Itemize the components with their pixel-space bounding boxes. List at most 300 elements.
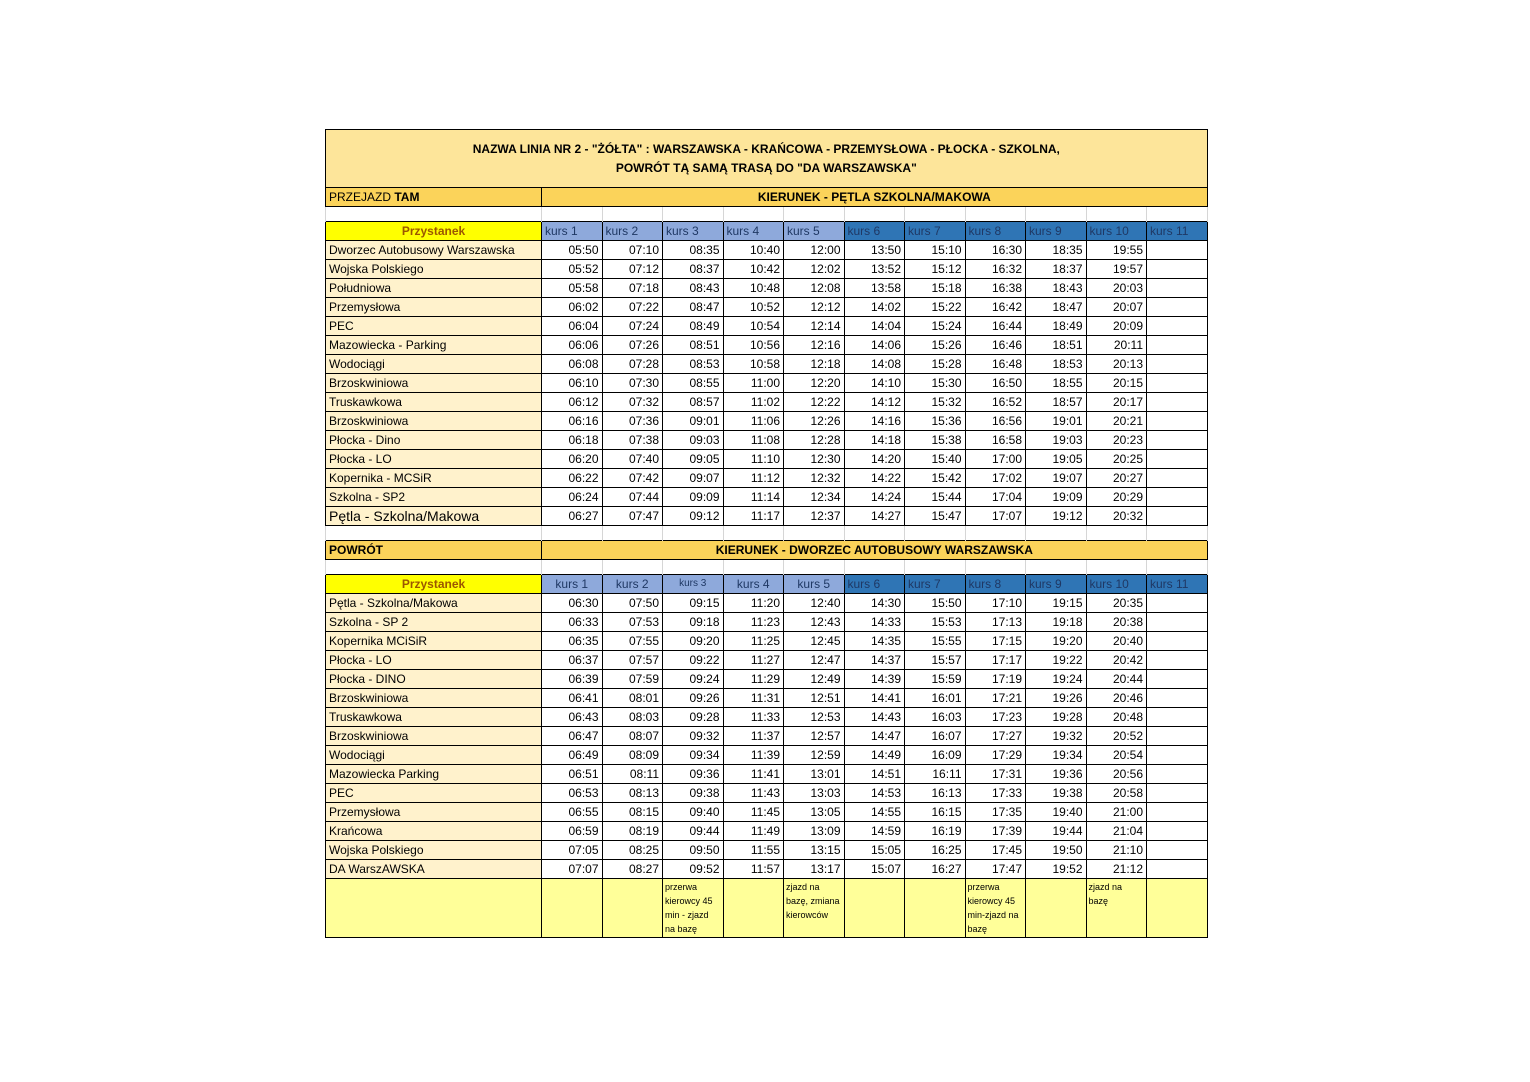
departure-time: 15:36 [905, 412, 966, 431]
outbound-section-label: PRZEJAZD TAM [326, 188, 542, 207]
departure-time: 15:22 [905, 298, 966, 317]
departure-time: 09:05 [663, 450, 724, 469]
trip-note [542, 879, 603, 938]
departure-time: 09:24 [663, 670, 724, 689]
departure-time: 09:44 [663, 822, 724, 841]
departure-time: 20:38 [1086, 613, 1147, 632]
timetable-sheet [325, 129, 1206, 938]
departure-time: 10:48 [723, 279, 784, 298]
departure-time: 11:02 [723, 393, 784, 412]
departure-time [1147, 822, 1208, 841]
stop-name: Szkolna - SP2 [326, 488, 542, 507]
departure-time: 18:55 [1026, 374, 1087, 393]
departure-time: 21:00 [1086, 803, 1147, 822]
departure-time: 17:47 [965, 860, 1026, 879]
departure-time: 19:18 [1026, 613, 1087, 632]
departure-time: 17:07 [965, 507, 1026, 526]
table-row [326, 651, 1208, 670]
departure-time: 09:40 [663, 803, 724, 822]
departure-time [1147, 841, 1208, 860]
departure-time: 11:12 [723, 469, 784, 488]
departure-time: 17:13 [965, 613, 1026, 632]
departure-time: 14:22 [844, 469, 905, 488]
stop-name: Płocka - LO [326, 651, 542, 670]
departure-time: 08:15 [602, 803, 663, 822]
kurs-header-6: kurs 6 [844, 222, 905, 241]
departure-time: 14:06 [844, 336, 905, 355]
departure-time: 12:28 [784, 431, 845, 450]
departure-time: 20:17 [1086, 393, 1147, 412]
departure-time: 20:29 [1086, 488, 1147, 507]
departure-time: 12:26 [784, 412, 845, 431]
departure-time: 17:04 [965, 488, 1026, 507]
departure-time: 11:20 [723, 594, 784, 613]
table-row [326, 765, 1208, 784]
departure-time: 14:51 [844, 765, 905, 784]
departure-time: 06:47 [542, 727, 603, 746]
trip-note [723, 879, 784, 938]
departure-time: 18:51 [1026, 336, 1087, 355]
departure-time: 14:33 [844, 613, 905, 632]
departure-time: 09:50 [663, 841, 724, 860]
departure-time: 08:09 [602, 746, 663, 765]
kurs-header-2: kurs 2 [602, 222, 663, 241]
departure-time [1147, 670, 1208, 689]
stop-name: Wojska Polskiego [326, 841, 542, 860]
departure-time: 17:39 [965, 822, 1026, 841]
departure-time: 15:40 [905, 450, 966, 469]
departure-time: 16:13 [905, 784, 966, 803]
departure-time: 11:49 [723, 822, 784, 841]
stop-name: Kopernika - MCSiR [326, 469, 542, 488]
departure-time: 15:42 [905, 469, 966, 488]
departure-time: 20:25 [1086, 450, 1147, 469]
departure-time: 17:29 [965, 746, 1026, 765]
departure-time: 09:03 [663, 431, 724, 450]
stop-name: Wojska Polskiego [326, 260, 542, 279]
title-line-2: POWRÓT TĄ SAMĄ TRASĄ DO "DA WARSZAWSKA" [615, 160, 917, 175]
departure-time: 08:01 [602, 689, 663, 708]
table-row [326, 689, 1208, 708]
departure-time: 07:55 [602, 632, 663, 651]
departure-time: 15:30 [905, 374, 966, 393]
departure-time: 16:09 [905, 746, 966, 765]
departure-time: 15:59 [905, 670, 966, 689]
departure-time [1147, 298, 1208, 317]
stop-name: Płocka - DINO [326, 670, 542, 689]
departure-time: 05:58 [542, 279, 603, 298]
stop-name: Brzoskwiniowa [326, 374, 542, 393]
table-row [326, 241, 1208, 260]
departure-time: 15:50 [905, 594, 966, 613]
departure-time [1147, 431, 1208, 450]
departure-time: 15:10 [905, 241, 966, 260]
departure-time: 18:47 [1026, 298, 1087, 317]
departure-time: 08:49 [663, 317, 724, 336]
trip-note: zjazd na bazę, zmiana kierowców [784, 879, 845, 938]
departure-time: 06:39 [542, 670, 603, 689]
departure-time: 14:47 [844, 727, 905, 746]
departure-time: 08:11 [602, 765, 663, 784]
departure-time: 11:14 [723, 488, 784, 507]
stop-name: Brzoskwiniowa [326, 412, 542, 431]
departure-time: 16:25 [905, 841, 966, 860]
departure-time: 15:28 [905, 355, 966, 374]
departure-time: 14:35 [844, 632, 905, 651]
stop-name: Mazowiecka - Parking [326, 336, 542, 355]
title-line-1: NAZWA LINIA NR 2 - "ŻÓŁTA" : WARSZAWSKA - KRAŃCOWA - PRZEMYSŁOWA - PŁOCKA - SZKOLNA, [472, 141, 1060, 156]
departure-time [1147, 594, 1208, 613]
departure-time: 09:18 [663, 613, 724, 632]
departure-time: 15:55 [905, 632, 966, 651]
departure-time [1147, 746, 1208, 765]
kurs-header-3: kurs 3 [663, 575, 724, 594]
departure-time: 20:32 [1086, 507, 1147, 526]
departure-time: 18:37 [1026, 260, 1087, 279]
departure-time: 11:43 [723, 784, 784, 803]
stop-name: Dworzec Autobusowy Warszawska [326, 241, 542, 260]
departure-time: 18:43 [1026, 279, 1087, 298]
departure-time: 07:38 [602, 431, 663, 450]
departure-time: 06:51 [542, 765, 603, 784]
departure-time: 16:03 [905, 708, 966, 727]
departure-time: 12:14 [784, 317, 845, 336]
departure-time: 06:20 [542, 450, 603, 469]
departure-time: 11:27 [723, 651, 784, 670]
kurs-header-4: kurs 4 [723, 222, 784, 241]
departure-time: 16:56 [965, 412, 1026, 431]
departure-time: 12:40 [784, 594, 845, 613]
departure-time: 08:37 [663, 260, 724, 279]
table-row [326, 670, 1208, 689]
table-row [326, 298, 1208, 317]
departure-time: 11:39 [723, 746, 784, 765]
kurs-header-2: kurs 2 [602, 575, 663, 594]
departure-time: 09:22 [663, 651, 724, 670]
kurs-header-1: kurs 1 [542, 575, 603, 594]
departure-time: 12:32 [784, 469, 845, 488]
kurs-header-8: kurs 8 [965, 222, 1026, 241]
departure-time [1147, 708, 1208, 727]
kurs-header-5: kurs 5 [784, 222, 845, 241]
departure-time [1147, 450, 1208, 469]
departure-time: 17:21 [965, 689, 1026, 708]
inbound-body [326, 575, 1208, 938]
departure-time: 16:44 [965, 317, 1026, 336]
departure-time: 06:43 [542, 708, 603, 727]
kurs-header-11: kurs 11 [1147, 222, 1208, 241]
kurs-header-9: kurs 9 [1026, 222, 1087, 241]
stop-name: Kopernika MCiSiR [326, 632, 542, 651]
departure-time: 11:08 [723, 431, 784, 450]
departure-time: 20:23 [1086, 431, 1147, 450]
departure-time: 06:49 [542, 746, 603, 765]
table-row [326, 822, 1208, 841]
page-title [326, 130, 1208, 188]
departure-time: 07:50 [602, 594, 663, 613]
departure-time: 10:54 [723, 317, 784, 336]
departure-time: 09:20 [663, 632, 724, 651]
departure-time: 17:19 [965, 670, 1026, 689]
departure-time: 19:40 [1026, 803, 1087, 822]
departure-time: 20:56 [1086, 765, 1147, 784]
departure-time: 09:34 [663, 746, 724, 765]
table-row [326, 431, 1208, 450]
departure-time: 11:06 [723, 412, 784, 431]
departure-time: 20:11 [1086, 336, 1147, 355]
departure-time: 14:18 [844, 431, 905, 450]
stop-name: DA WarszAWSKA [326, 860, 542, 879]
departure-time: 07:10 [602, 241, 663, 260]
table-row [326, 260, 1208, 279]
departure-time: 20:54 [1086, 746, 1147, 765]
departure-time: 06:22 [542, 469, 603, 488]
table-row [326, 632, 1208, 651]
kurs-header-10: kurs 10 [1086, 575, 1147, 594]
departure-time: 12:47 [784, 651, 845, 670]
departure-time: 12:37 [784, 507, 845, 526]
departure-time: 13:17 [784, 860, 845, 879]
departure-time [1147, 241, 1208, 260]
departure-time: 06:41 [542, 689, 603, 708]
departure-time [1147, 260, 1208, 279]
stop-name: Południowa [326, 279, 542, 298]
departure-time [1147, 469, 1208, 488]
stop-name: Brzoskwiniowa [326, 689, 542, 708]
trip-note [1147, 879, 1208, 938]
departure-time: 06:24 [542, 488, 603, 507]
departure-time: 09:38 [663, 784, 724, 803]
departure-time: 14:08 [844, 355, 905, 374]
departure-time: 06:37 [542, 651, 603, 670]
departure-time: 12:20 [784, 374, 845, 393]
departure-time: 09:12 [663, 507, 724, 526]
departure-time [1147, 507, 1208, 526]
departure-time: 07:53 [602, 613, 663, 632]
departure-time: 14:53 [844, 784, 905, 803]
departure-time: 15:18 [905, 279, 966, 298]
table-row [326, 355, 1208, 374]
departure-time: 11:33 [723, 708, 784, 727]
spacer-row [326, 526, 1208, 541]
departure-time: 07:26 [602, 336, 663, 355]
table-row [326, 374, 1208, 393]
departure-time: 16:15 [905, 803, 966, 822]
departure-time: 20:21 [1086, 412, 1147, 431]
departure-time: 19:05 [1026, 450, 1087, 469]
stop-name: Mazowiecka Parking [326, 765, 542, 784]
departure-time: 09:32 [663, 727, 724, 746]
departure-time: 14:02 [844, 298, 905, 317]
departure-time: 09:09 [663, 488, 724, 507]
trip-note: zjazd na bazę [1086, 879, 1147, 938]
notes-row [326, 879, 1208, 938]
table-row [326, 727, 1208, 746]
stop-name: Pętla - Szkolna/Makowa [326, 594, 542, 613]
departure-time: 08:43 [663, 279, 724, 298]
departure-time: 13:09 [784, 822, 845, 841]
departure-time: 16:01 [905, 689, 966, 708]
departure-time: 19:22 [1026, 651, 1087, 670]
departure-time: 19:12 [1026, 507, 1087, 526]
table-row [326, 594, 1208, 613]
departure-time: 17:10 [965, 594, 1026, 613]
departure-time: 09:01 [663, 412, 724, 431]
departure-time: 18:57 [1026, 393, 1087, 412]
outbound-body [326, 222, 1208, 526]
departure-time: 17:27 [965, 727, 1026, 746]
inbound-direction: KIERUNEK - DWORZEC AUTOBUSOWY WARSZAWSKA [542, 541, 1208, 560]
departure-time: 12:59 [784, 746, 845, 765]
departure-time [1147, 632, 1208, 651]
departure-time: 08:57 [663, 393, 724, 412]
departure-time: 20:35 [1086, 594, 1147, 613]
departure-time: 13:58 [844, 279, 905, 298]
departure-time: 14:55 [844, 803, 905, 822]
departure-time: 08:35 [663, 241, 724, 260]
stop-name: Krańcowa [326, 822, 542, 841]
departure-time: 15:38 [905, 431, 966, 450]
departure-time: 13:50 [844, 241, 905, 260]
departure-time: 08:03 [602, 708, 663, 727]
departure-time: 19:55 [1086, 241, 1147, 260]
departure-time: 14:27 [844, 507, 905, 526]
departure-time: 11:31 [723, 689, 784, 708]
stop-name: Wodociągi [326, 746, 542, 765]
departure-time: 06:04 [542, 317, 603, 336]
departure-time: 14:04 [844, 317, 905, 336]
departure-time: 06:53 [542, 784, 603, 803]
departure-time: 16:30 [965, 241, 1026, 260]
departure-time: 20:07 [1086, 298, 1147, 317]
departure-time: 12:16 [784, 336, 845, 355]
table-row [326, 336, 1208, 355]
table-row [326, 450, 1208, 469]
departure-time: 16:58 [965, 431, 1026, 450]
departure-time: 10:52 [723, 298, 784, 317]
departure-time: 10:58 [723, 355, 784, 374]
departure-time: 10:40 [723, 241, 784, 260]
departure-time: 05:52 [542, 260, 603, 279]
notes-label-cell [326, 879, 542, 938]
departure-time: 13:05 [784, 803, 845, 822]
departure-time: 20:13 [1086, 355, 1147, 374]
departure-time: 20:42 [1086, 651, 1147, 670]
departure-time: 19:15 [1026, 594, 1087, 613]
departure-time: 14:30 [844, 594, 905, 613]
departure-time: 17:31 [965, 765, 1026, 784]
kurs-header-10: kurs 10 [1086, 222, 1147, 241]
departure-time: 14:59 [844, 822, 905, 841]
departure-time: 08:55 [663, 374, 724, 393]
kurs-header-8: kurs 8 [965, 575, 1026, 594]
departure-time: 20:44 [1086, 670, 1147, 689]
departure-time: 11:10 [723, 450, 784, 469]
departure-time: 07:59 [602, 670, 663, 689]
departure-time: 19:32 [1026, 727, 1087, 746]
departure-time: 07:32 [602, 393, 663, 412]
stop-name: Wodociągi [326, 355, 542, 374]
departure-time: 14:49 [844, 746, 905, 765]
stop-name: Szkolna - SP 2 [326, 613, 542, 632]
departure-time: 19:36 [1026, 765, 1087, 784]
departure-time: 10:42 [723, 260, 784, 279]
departure-time: 19:03 [1026, 431, 1087, 450]
kurs-header-7: kurs 7 [905, 222, 966, 241]
departure-time: 07:44 [602, 488, 663, 507]
departure-time: 20:52 [1086, 727, 1147, 746]
departure-time [1147, 784, 1208, 803]
departure-time: 16:11 [905, 765, 966, 784]
departure-time: 08:27 [602, 860, 663, 879]
departure-time: 12:51 [784, 689, 845, 708]
departure-time: 16:46 [965, 336, 1026, 355]
kurs-header-9: kurs 9 [1026, 575, 1087, 594]
departure-time: 16:48 [965, 355, 1026, 374]
departure-time: 07:12 [602, 260, 663, 279]
departure-time [1147, 613, 1208, 632]
outbound-direction: KIERUNEK - PĘTLA SZKOLNA/MAKOWA [542, 188, 1208, 207]
departure-time: 11:45 [723, 803, 784, 822]
departure-time [1147, 860, 1208, 879]
departure-time: 07:05 [542, 841, 603, 860]
departure-time: 19:01 [1026, 412, 1087, 431]
departure-time: 18:35 [1026, 241, 1087, 260]
departure-time: 12:18 [784, 355, 845, 374]
departure-time: 07:24 [602, 317, 663, 336]
departure-time: 13:15 [784, 841, 845, 860]
stop-name: PEC [326, 317, 542, 336]
departure-time: 17:45 [965, 841, 1026, 860]
kurs-header-11: kurs 11 [1147, 575, 1208, 594]
departure-time: 21:10 [1086, 841, 1147, 860]
departure-time: 06:08 [542, 355, 603, 374]
departure-time: 15:12 [905, 260, 966, 279]
stop-name: Brzoskwiniowa [326, 727, 542, 746]
departure-time: 06:10 [542, 374, 603, 393]
departure-time: 06:35 [542, 632, 603, 651]
departure-time: 15:47 [905, 507, 966, 526]
departure-time: 16:52 [965, 393, 1026, 412]
departure-time: 13:52 [844, 260, 905, 279]
departure-time: 11:57 [723, 860, 784, 879]
kurs-header-6: kurs 6 [844, 575, 905, 594]
departure-time: 21:12 [1086, 860, 1147, 879]
departure-time: 12:45 [784, 632, 845, 651]
spacer-row [326, 560, 1208, 575]
departure-time: 20:40 [1086, 632, 1147, 651]
departure-time: 14:43 [844, 708, 905, 727]
departure-time [1147, 374, 1208, 393]
departure-time: 21:04 [1086, 822, 1147, 841]
stop-name: Przemysłowa [326, 298, 542, 317]
departure-time: 14:39 [844, 670, 905, 689]
departure-time: 08:51 [663, 336, 724, 355]
table-row [326, 469, 1208, 488]
stop-name: Płocka - LO [326, 450, 542, 469]
departure-time: 10:56 [723, 336, 784, 355]
departure-time [1147, 317, 1208, 336]
departure-time: 12:30 [784, 450, 845, 469]
departure-time [1147, 393, 1208, 412]
departure-time: 18:49 [1026, 317, 1087, 336]
departure-time: 12:02 [784, 260, 845, 279]
departure-time: 06:18 [542, 431, 603, 450]
departure-time: 19:52 [1026, 860, 1087, 879]
table-row [326, 860, 1208, 879]
trip-note [905, 879, 966, 938]
departure-time: 14:41 [844, 689, 905, 708]
